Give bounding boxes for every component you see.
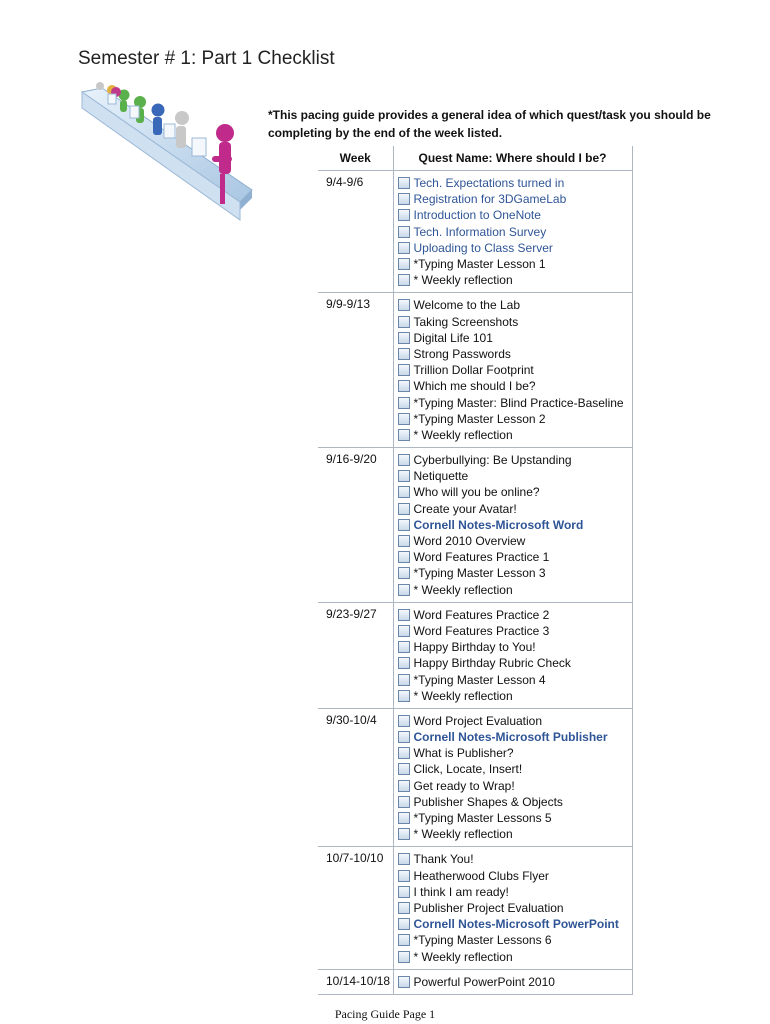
- checkbox-icon[interactable]: [398, 535, 410, 547]
- checklist-item: [394, 484, 632, 500]
- checkbox-icon[interactable]: [398, 242, 410, 254]
- checklist-item: [394, 191, 632, 207]
- checkbox-icon[interactable]: [398, 413, 410, 425]
- checkbox-icon[interactable]: [398, 567, 410, 579]
- checkbox-icon[interactable]: [398, 274, 410, 286]
- checkbox-icon[interactable]: [398, 299, 410, 311]
- checkbox-icon[interactable]: [398, 641, 410, 653]
- checklist-item: [394, 330, 632, 346]
- checklist-item-label: Taking Screenshots: [413, 314, 519, 329]
- table-row: [318, 171, 632, 293]
- checkbox-icon[interactable]: [398, 657, 410, 669]
- checklist-item-label: Publisher Shapes & Objects: [413, 794, 563, 809]
- checklist-item: [394, 884, 632, 900]
- checklist-item: [394, 688, 632, 704]
- checklist-item-label: Thank You!: [413, 852, 474, 867]
- tasks-cell: [393, 708, 632, 847]
- checkbox-icon[interactable]: [398, 316, 410, 328]
- tasks-cell: [393, 969, 632, 994]
- checklist-item-label: Welcome to the Lab: [413, 298, 521, 313]
- checkbox-icon[interactable]: [398, 519, 410, 531]
- checklist-item-label: Heatherwood Clubs Flyer: [413, 868, 549, 883]
- checklist-item: [394, 411, 632, 427]
- checklist-item: [394, 240, 632, 256]
- checklist-item-label: * Weekly reflection: [413, 827, 513, 842]
- pacing-table: [318, 146, 633, 995]
- checklist-item-label: Cyberbullying: Be Upstanding: [413, 453, 572, 468]
- checklist-item: [394, 868, 632, 884]
- checklist-item-label[interactable]: Cornell Notes-Microsoft Publisher: [413, 730, 608, 745]
- week-cell: 10/7-10/10: [318, 847, 393, 969]
- checklist-item: [394, 501, 632, 517]
- checklist-item: [394, 671, 632, 687]
- checklist-item: [394, 175, 632, 191]
- checklist-item: [394, 224, 632, 240]
- checklist-item: [394, 623, 632, 639]
- quest-column-header: Quest Name: Where should I be?: [393, 146, 632, 171]
- checklist-item: [394, 549, 632, 565]
- page-footer: Pacing Guide Page 1: [334, 1007, 436, 1021]
- checklist-item-label: Word Features Practice 2: [413, 607, 550, 622]
- checklist-item-label: Get ready to Wrap!: [413, 778, 515, 793]
- checklist-item-label: Happy Birthday Rubric Check: [413, 656, 571, 671]
- checkbox-icon[interactable]: [398, 503, 410, 515]
- week-cell: 10/14-10/18: [318, 969, 393, 994]
- checklist-item-label: Digital Life 101: [413, 330, 493, 345]
- checklist-item-label[interactable]: Cornell Notes-Microsoft Word: [413, 517, 584, 532]
- checklist-item: [394, 533, 632, 549]
- checkbox-icon[interactable]: [398, 731, 410, 743]
- checklist-item-label: Create your Avatar!: [413, 501, 517, 516]
- table-row: [318, 847, 632, 969]
- checkbox-icon[interactable]: [398, 812, 410, 824]
- checkbox-icon[interactable]: [398, 609, 410, 621]
- checklist-item: [394, 916, 632, 932]
- tasks-cell: [393, 171, 632, 293]
- checkbox-icon[interactable]: [398, 397, 410, 409]
- checklist-item: [394, 810, 632, 826]
- tasks-cell: [393, 602, 632, 708]
- table-row: [318, 293, 632, 448]
- checklist-item: [394, 639, 632, 655]
- checklist-item: [394, 851, 632, 867]
- checkbox-icon[interactable]: [398, 364, 410, 376]
- checkbox-icon[interactable]: [398, 870, 410, 882]
- checklist-item: [394, 974, 632, 990]
- checkbox-icon[interactable]: [398, 258, 410, 270]
- tasks-cell: [393, 293, 632, 448]
- checklist-item: [394, 427, 632, 443]
- checklist-item-label: * Weekly reflection: [413, 949, 513, 964]
- week-column-header: Week: [318, 146, 393, 171]
- checklist-item-label: * Weekly reflection: [413, 427, 513, 442]
- checklist-item: [394, 745, 632, 761]
- checklist-item: [394, 207, 632, 223]
- checklist-item: [394, 948, 632, 964]
- checklist-item-label: * Weekly reflection: [413, 688, 513, 703]
- checklist-item-label[interactable]: Tech. Expectations turned in: [413, 176, 565, 191]
- week-cell: 9/4-9/6: [318, 171, 393, 293]
- table-row: [318, 969, 632, 994]
- checklist-item-label[interactable]: Introduction to OneNote: [413, 208, 541, 223]
- checklist-item: [394, 826, 632, 842]
- checkbox-icon[interactable]: [398, 918, 410, 930]
- checkbox-icon[interactable]: [398, 193, 410, 205]
- checklist-item-label: *Typing Master Lesson 2: [413, 411, 546, 426]
- checklist-item-label: *Typing Master Lesson 3: [413, 566, 546, 581]
- checkbox-icon[interactable]: [398, 828, 410, 840]
- checkbox-icon[interactable]: [398, 348, 410, 360]
- checkbox-icon[interactable]: [398, 429, 410, 441]
- checklist-item-label: Trillion Dollar Footprint: [413, 363, 534, 378]
- table-row: [318, 448, 632, 603]
- checklist-item: [394, 256, 632, 272]
- checkbox-icon[interactable]: [398, 584, 410, 596]
- checklist-item-label: Word Project Evaluation: [413, 713, 543, 728]
- checklist-item-label: Click, Locate, Insert!: [413, 762, 523, 777]
- checkbox-icon[interactable]: [398, 934, 410, 946]
- week-cell: 9/16-9/20: [318, 448, 393, 603]
- checklist-item-label: Powerful PowerPoint 2010: [413, 974, 555, 989]
- intro-note: *This pacing guide provides a general idea of which quest/task you should be completing by the end of the week listed.: [268, 108, 711, 140]
- checklist-item-label: Happy Birthday to You!: [413, 640, 536, 655]
- checklist-item: [394, 761, 632, 777]
- checkbox-icon[interactable]: [398, 226, 410, 238]
- checklist-item-label: What is Publisher?: [413, 746, 514, 761]
- checklist-item-label: * Weekly reflection: [413, 582, 513, 597]
- checklist-item-label: Who will you be online?: [413, 485, 540, 500]
- checkbox-icon[interactable]: [398, 951, 410, 963]
- checklist-item-label: Word Features Practice 1: [413, 550, 550, 565]
- checkbox-icon[interactable]: [398, 715, 410, 727]
- checklist-item: [394, 932, 632, 948]
- checklist-item: [394, 794, 632, 810]
- checklist-item-label: * Weekly reflection: [413, 273, 513, 288]
- checklist-item: [394, 729, 632, 745]
- checklist-item: [394, 582, 632, 598]
- checkbox-icon[interactable]: [398, 886, 410, 898]
- checkbox-icon[interactable]: [398, 780, 410, 792]
- checklist-item: [394, 297, 632, 313]
- checklist-item: [394, 378, 632, 394]
- pacing-table-container: [318, 146, 632, 989]
- table-row: [318, 708, 632, 847]
- checkbox-icon[interactable]: [398, 380, 410, 392]
- checklist-item-label[interactable]: Registration for 3DGameLab: [413, 192, 567, 207]
- table-header-row: [318, 146, 632, 171]
- checkbox-icon[interactable]: [398, 470, 410, 482]
- checklist-item-label[interactable]: Uploading to Class Server: [413, 240, 553, 255]
- checklist-item-label: *Typing Master Lessons 5: [413, 811, 552, 826]
- checklist-item: [394, 900, 632, 916]
- week-cell: 9/30-10/4: [318, 708, 393, 847]
- checklist-item: [394, 468, 632, 484]
- checkbox-icon[interactable]: [398, 551, 410, 563]
- checkbox-icon[interactable]: [398, 763, 410, 775]
- week-cell: 9/9-9/13: [318, 293, 393, 448]
- checkbox-icon[interactable]: [398, 674, 410, 686]
- tasks-cell: [393, 448, 632, 603]
- checklist-item-label: *Typing Master: Blind Practice-Baseline: [413, 395, 624, 410]
- checklist-item-label: *Typing Master Lesson 1: [413, 257, 546, 272]
- checklist-item-label[interactable]: Tech. Information Survey: [413, 224, 547, 239]
- checklist-item-label[interactable]: Cornell Notes-Microsoft PowerPoint: [413, 917, 619, 932]
- page-title: Semester # 1: Part 1 Checklist: [78, 48, 335, 69]
- table-body: [318, 171, 632, 995]
- checklist-item: [394, 778, 632, 794]
- checkbox-icon[interactable]: [398, 454, 410, 466]
- checklist-item: [394, 272, 632, 288]
- checklist-item: [394, 314, 632, 330]
- checklist-item: [394, 394, 632, 410]
- checklist-item: [394, 452, 632, 468]
- people-at-desks-illustration: [72, 80, 262, 230]
- checkbox-icon[interactable]: [398, 177, 410, 189]
- checkbox-icon[interactable]: [398, 902, 410, 914]
- checklist-item-label: *Typing Master Lessons 6: [413, 933, 552, 948]
- checklist-item: [394, 565, 632, 581]
- checkbox-icon[interactable]: [398, 853, 410, 865]
- table-row: [318, 602, 632, 708]
- checklist-item-label: I think I am ready!: [413, 884, 509, 899]
- checklist-item-label: Which me should I be?: [413, 379, 536, 394]
- checkbox-icon[interactable]: [398, 976, 410, 988]
- checkbox-icon[interactable]: [398, 796, 410, 808]
- checklist-item-label: *Typing Master Lesson 4: [413, 672, 546, 687]
- checklist-item-label: Word Features Practice 3: [413, 623, 550, 638]
- checklist-item: [394, 362, 632, 378]
- checkbox-icon[interactable]: [398, 209, 410, 221]
- checklist-item-label: Publisher Project Evaluation: [413, 900, 564, 915]
- checkbox-icon[interactable]: [398, 486, 410, 498]
- checkbox-icon[interactable]: [398, 332, 410, 344]
- week-cell: 9/23-9/27: [318, 602, 393, 708]
- tasks-cell: [393, 847, 632, 969]
- checkbox-icon[interactable]: [398, 690, 410, 702]
- checklist-item: [394, 713, 632, 729]
- checklist-item: [394, 346, 632, 362]
- checklist-item: [394, 607, 632, 623]
- checklist-item-label: Netiquette: [413, 469, 469, 484]
- checklist-item-label: Word 2010 Overview: [413, 534, 526, 549]
- checklist-item-label: Strong Passwords: [413, 346, 511, 361]
- checkbox-icon[interactable]: [398, 625, 410, 637]
- checklist-item: [394, 655, 632, 671]
- checklist-item: [394, 517, 632, 533]
- checkbox-icon[interactable]: [398, 747, 410, 759]
